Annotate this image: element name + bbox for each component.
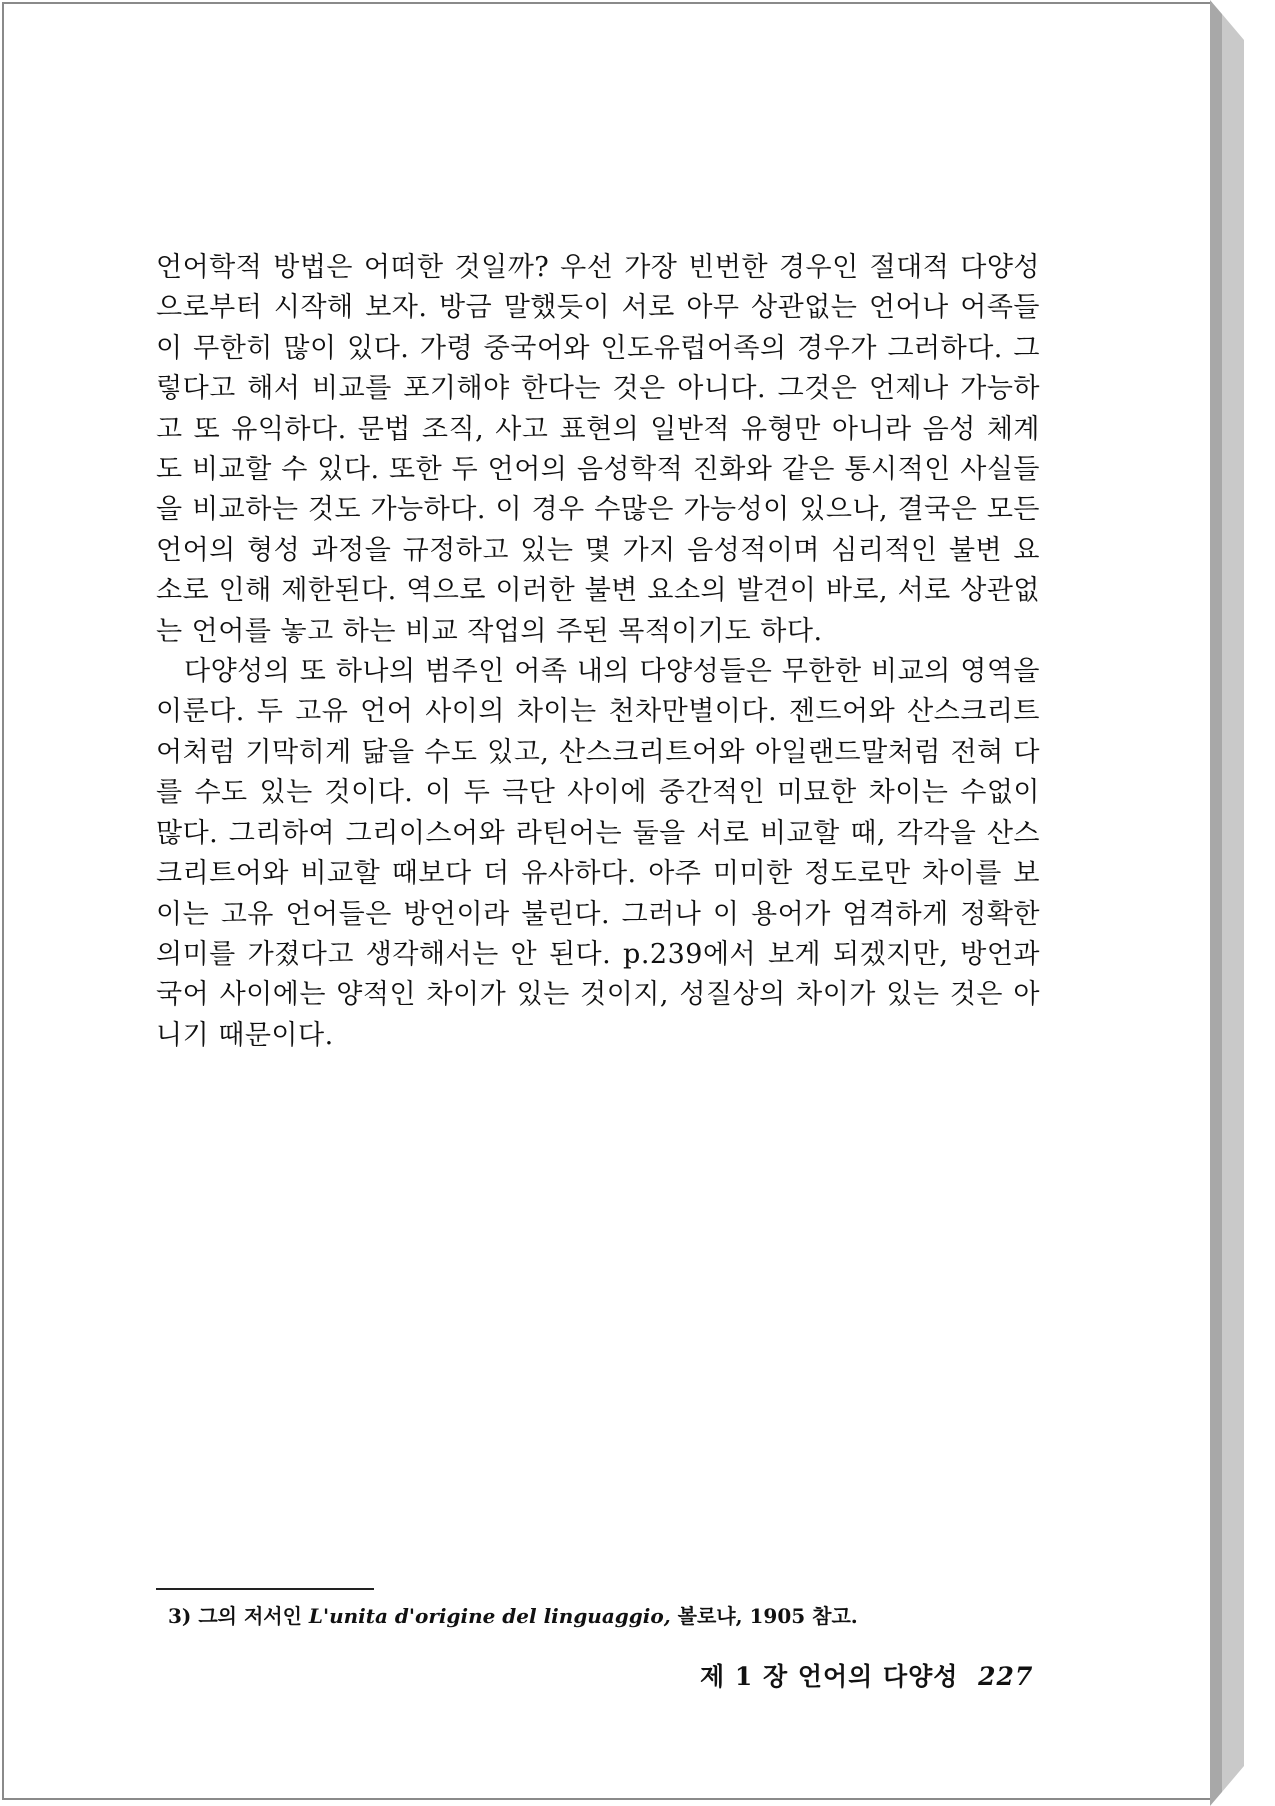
footnote-text-before: 그의 저서인 (191, 1604, 309, 1628)
footnote-divider (156, 1588, 374, 1590)
body-text (156, 248, 1040, 1056)
page-number: 227 (978, 1662, 1034, 1691)
book-spine-edge (1200, 0, 1246, 1806)
footer-chapter-title: 언어의 다양성 (797, 1662, 959, 1691)
footnote-book-title: L'unita d'origine del linguaggio, (308, 1604, 671, 1628)
footer-chapter: 제 1 장 (700, 1662, 789, 1691)
footnote-text-after: 볼로냐, 1905 참고. (670, 1604, 858, 1628)
footnote (168, 1600, 858, 1629)
paragraph-2: 다양성의 또 하나의 범주인 어족 내의 다양성들은 무한한 비교의 영역을 이룬다. 두 고유 언어 사이의 차이는 천차만별이다. 젠드어와 산스크리트어처럼 기막히게 닮을 수도 있고, 산스크리트어와 아일랜드말처럼 전혀 다를 수도 있는 것이다. 이 두 극단 사이에 중간적인 미묘한 차이는 수없이 많다. 그리하여 그리이스어와 라틴어는 둘을 서로 비교할 때, 각각을 산스크리트어와 비교할 때보다 더 유사하다. 아주 미미한 정도로만 차이를 보이는 고유 언어들은 방언이라 불린다. 그러나 이 용어가 엄격하게 정확한 의미를 가졌다고 생각해서는 안 된다. p.239에서 보게 되겠지만, 방언과 국어 사이에는 양적인 차이가 있는 것이지, 성질상의 차이가 있는 것은 아니기 때문이다. (156, 656, 1040, 1051)
footnote-marker: 3) (168, 1604, 192, 1628)
running-footer (700, 1657, 1033, 1693)
paragraph-1: 언어학적 방법은 어떠한 것일까? 우선 가장 빈번한 경우인 절대적 다양성으로부터 시작해 보자. 방금 말했듯이 서로 아무 상관없는 언어나 어족들이 무한히 많이 있다. 가령 중국어와 인도유럽어족의 경우가 그러하다. 그렇다고 해서 비교를 포기해야 한다는 것은 아니다. 그것은 언제나 가능하고 또 유익하다. 문법 조직, 사고 표현의 일반적 유형만 아니라 음성 체계도 비교할 수 있다. 또한 두 언어의 음성학적 진화와 같은 통시적인 사실들을 비교하는 것도 가능하다. 이 경우 수많은 가능성이 있으나, 결국은 모든 언어의 형성 과정을 규정하고 있는 몇 가지 음성적이며 심리적인 불변 요소로 인해 제한된다. 역으로 이러한 불변 요소의 발견이 바로, 서로 상관없는 언어를 놓고 하는 비교 작업의 주된 목적이기도 하다. (156, 252, 1040, 647)
